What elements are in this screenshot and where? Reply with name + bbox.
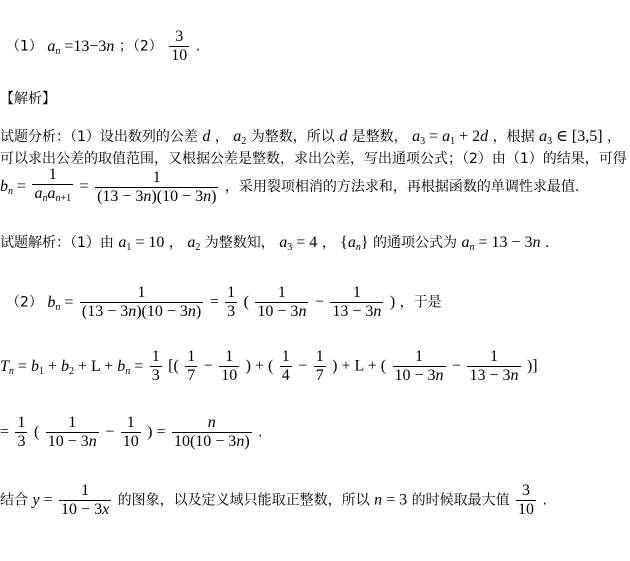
analysis-line-2: 可以求出公差的取值范围，又根据公差是整数，求出公差，写出通项公式；（2）由（1）的结果，可得 [0, 151, 627, 167]
answer-part2-fraction: $\frac{3}{10}$ [171, 28, 188, 64]
answer-part1-formula: $a_n =13-3n$ [47, 37, 115, 57]
analysis-line-1: 试题分析：（1）设出数列的公差 d ， $a_2$ 为整数，所以 d 是整数， $a_3 = a_1 + 2d$ ，根据 $a_3$ ∈ [3,5] ， [0, 128, 622, 147]
answer-separator: ；（2） [118, 38, 163, 55]
solution-line-1: 试题解析：（1）由 $a_1 = 10$ ， $a_2$ 为整数知， $a_3 = 4$ ， $\{a_n\}$ 的通项公式为 $a_n = 13 - 3n$ . [0, 234, 550, 253]
solution-line-5: 结合 y = $\frac{1}{10 - 3x}$ 的图象，以及定义域只能取正整数，所以 n = 3 的时候取最大值 $\frac{3}{10}$ . [0, 482, 547, 518]
solution-line-2: （2） $b_n$ = $\frac{1}{(13 - 3n)(10 - 3n)}$ = $\frac{1}{3}$ ( $\frac{1}{10 - 3n}$ − $\frac{1}{13 - 3n}$ ) ，于是 [6, 284, 442, 320]
solution-line-3: $T_n = b_1 + b_2 + L + b_n$ = $\frac{1}{3}$ [( $\frac{1}{7}$ − $\frac{1}{10}$ ) + ( $\frac{1}{4}$ − $\frac{1}{7}$ ) + L + ( $\frac{1}{10 - 3n}$ − $\frac{1}{13 - 3n}$ )] [0, 348, 538, 384]
bn-fraction-1: $\frac{1}{a_na_{n+1}}$ [32, 166, 73, 208]
answer-part1-label: （1） [6, 38, 43, 55]
answer-line: （1） $a_n =13-3n$ ；（2） $\frac{3}{10}$ . [6, 28, 201, 64]
bn-fraction-2: $\frac{1}{(13 - 3n)(10 - 3n)}$ [97, 168, 217, 205]
analysis-label: 试题分析： [0, 129, 70, 145]
solution-label: 试题解析： [0, 235, 70, 251]
solution-line-4: = $\frac{1}{3}$ ( $\frac{1}{10 - 3n}$ − $\frac{1}{10}$ ) = $\frac{n}{10(10 - 3n)}$ . [0, 414, 263, 450]
analysis-heading: 【解析】 [0, 91, 56, 107]
analysis-line-3: $b_n$ = $\frac{1}{a_na_{n+1}}$ = $\frac{1}{(13 - 3n)(10 - 3n)}$ ，采用裂项相消的方法求和，再根据函数的单调性求最值. [0, 166, 579, 208]
